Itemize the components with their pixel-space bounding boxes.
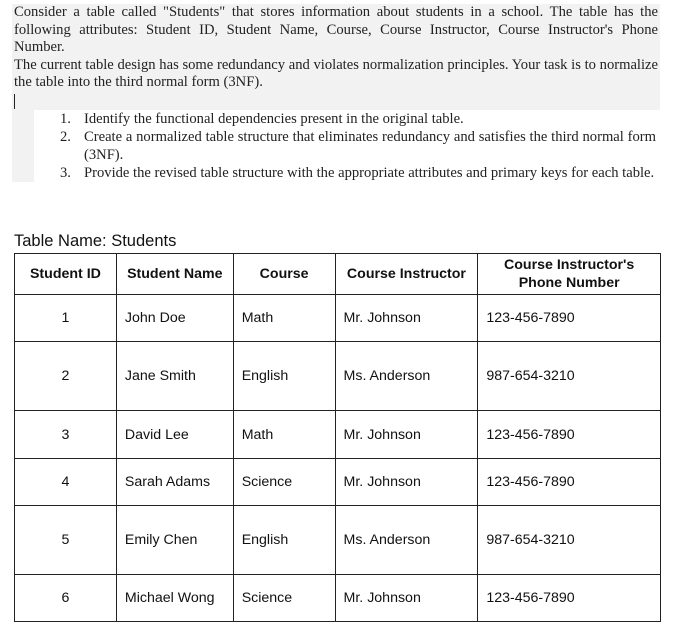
cell-course: English — [233, 342, 335, 411]
instruction-item — [60, 110, 656, 128]
cell-course-instructor: Mr. Johnson — [335, 459, 478, 506]
header-instructor-phone: Course Instructor's Phone Number — [478, 254, 661, 295]
cell-student-id: 5 — [15, 506, 117, 575]
cell-course: English — [233, 506, 335, 575]
cell-course: Science — [233, 575, 335, 622]
header-student-id: Student ID — [15, 254, 117, 295]
table-row — [15, 459, 661, 506]
table-header-row — [15, 254, 661, 295]
cell-instructor-phone: 987-654-3210 — [478, 506, 661, 575]
cell-student-name: Michael Wong — [116, 575, 233, 622]
cell-student-id: 1 — [15, 295, 117, 342]
instruction-text: Identify the functional dependencies present in the original table. — [84, 110, 464, 127]
task-paragraph: The current table design has some redundancy and violates normalization principles. Your task is to normalize the table into the third normal form (3NF). — [14, 56, 658, 90]
table-caption: Table Name: Students — [14, 232, 177, 250]
cell-instructor-phone: 123-456-7890 — [478, 295, 661, 342]
cell-course-instructor: Ms. Anderson — [335, 506, 478, 575]
intro-paragraph: Consider a table called "Students" that stores information about students in a school. The table has the following attributes: Student ID, Student Name, Course, Course Instructor, Course Instructor's Phone Number. — [14, 4, 658, 55]
cell-student-name: Emily Chen — [116, 506, 233, 575]
instruction-item — [60, 128, 656, 164]
cell-course: Science — [233, 459, 335, 506]
problem-statement — [12, 4, 660, 182]
table-row — [15, 295, 661, 342]
instruction-item — [60, 164, 656, 182]
cell-student-name: David Lee — [116, 411, 233, 459]
table-row — [15, 575, 661, 622]
cell-student-id: 3 — [15, 411, 117, 459]
cell-course: Math — [233, 295, 335, 342]
cell-course-instructor: Mr. Johnson — [335, 411, 478, 459]
instruction-number: 1. — [60, 110, 71, 127]
cell-course-instructor: Mr. Johnson — [335, 295, 478, 342]
table-row — [15, 506, 661, 575]
cell-instructor-phone: 123-456-7890 — [478, 575, 661, 622]
text-cursor-line[interactable] — [12, 92, 660, 110]
instruction-list — [34, 110, 660, 182]
instruction-number: 2. — [60, 128, 71, 145]
cell-student-id: 2 — [15, 342, 117, 411]
cell-course-instructor: Ms. Anderson — [335, 342, 478, 411]
cell-instructor-phone: 123-456-7890 — [478, 459, 661, 506]
header-course-instructor: Course Instructor — [335, 254, 478, 295]
header-student-name: Student Name — [116, 254, 233, 295]
instruction-number: 3. — [60, 164, 71, 181]
text-cursor — [14, 94, 15, 109]
cell-course: Math — [233, 411, 335, 459]
cell-instructor-phone: 123-456-7890 — [478, 411, 661, 459]
students-table — [14, 253, 661, 622]
instruction-text: Provide the revised table structure with the appropriate attributes and primary keys for each table. — [84, 164, 655, 181]
cell-instructor-phone: 987-654-3210 — [478, 342, 661, 411]
cell-student-id: 4 — [15, 459, 117, 506]
instruction-text: Create a normalized table structure that eliminates redundancy and satisfies the third normal form (3NF). — [84, 128, 656, 163]
cell-student-id: 6 — [15, 575, 117, 622]
table-row — [15, 411, 661, 459]
table-row — [15, 342, 661, 411]
header-course: Course — [233, 254, 335, 295]
cell-course-instructor: Mr. Johnson — [335, 575, 478, 622]
cell-student-name: Jane Smith — [116, 342, 233, 411]
cell-student-name: Sarah Adams — [116, 459, 233, 506]
cell-student-name: John Doe — [116, 295, 233, 342]
